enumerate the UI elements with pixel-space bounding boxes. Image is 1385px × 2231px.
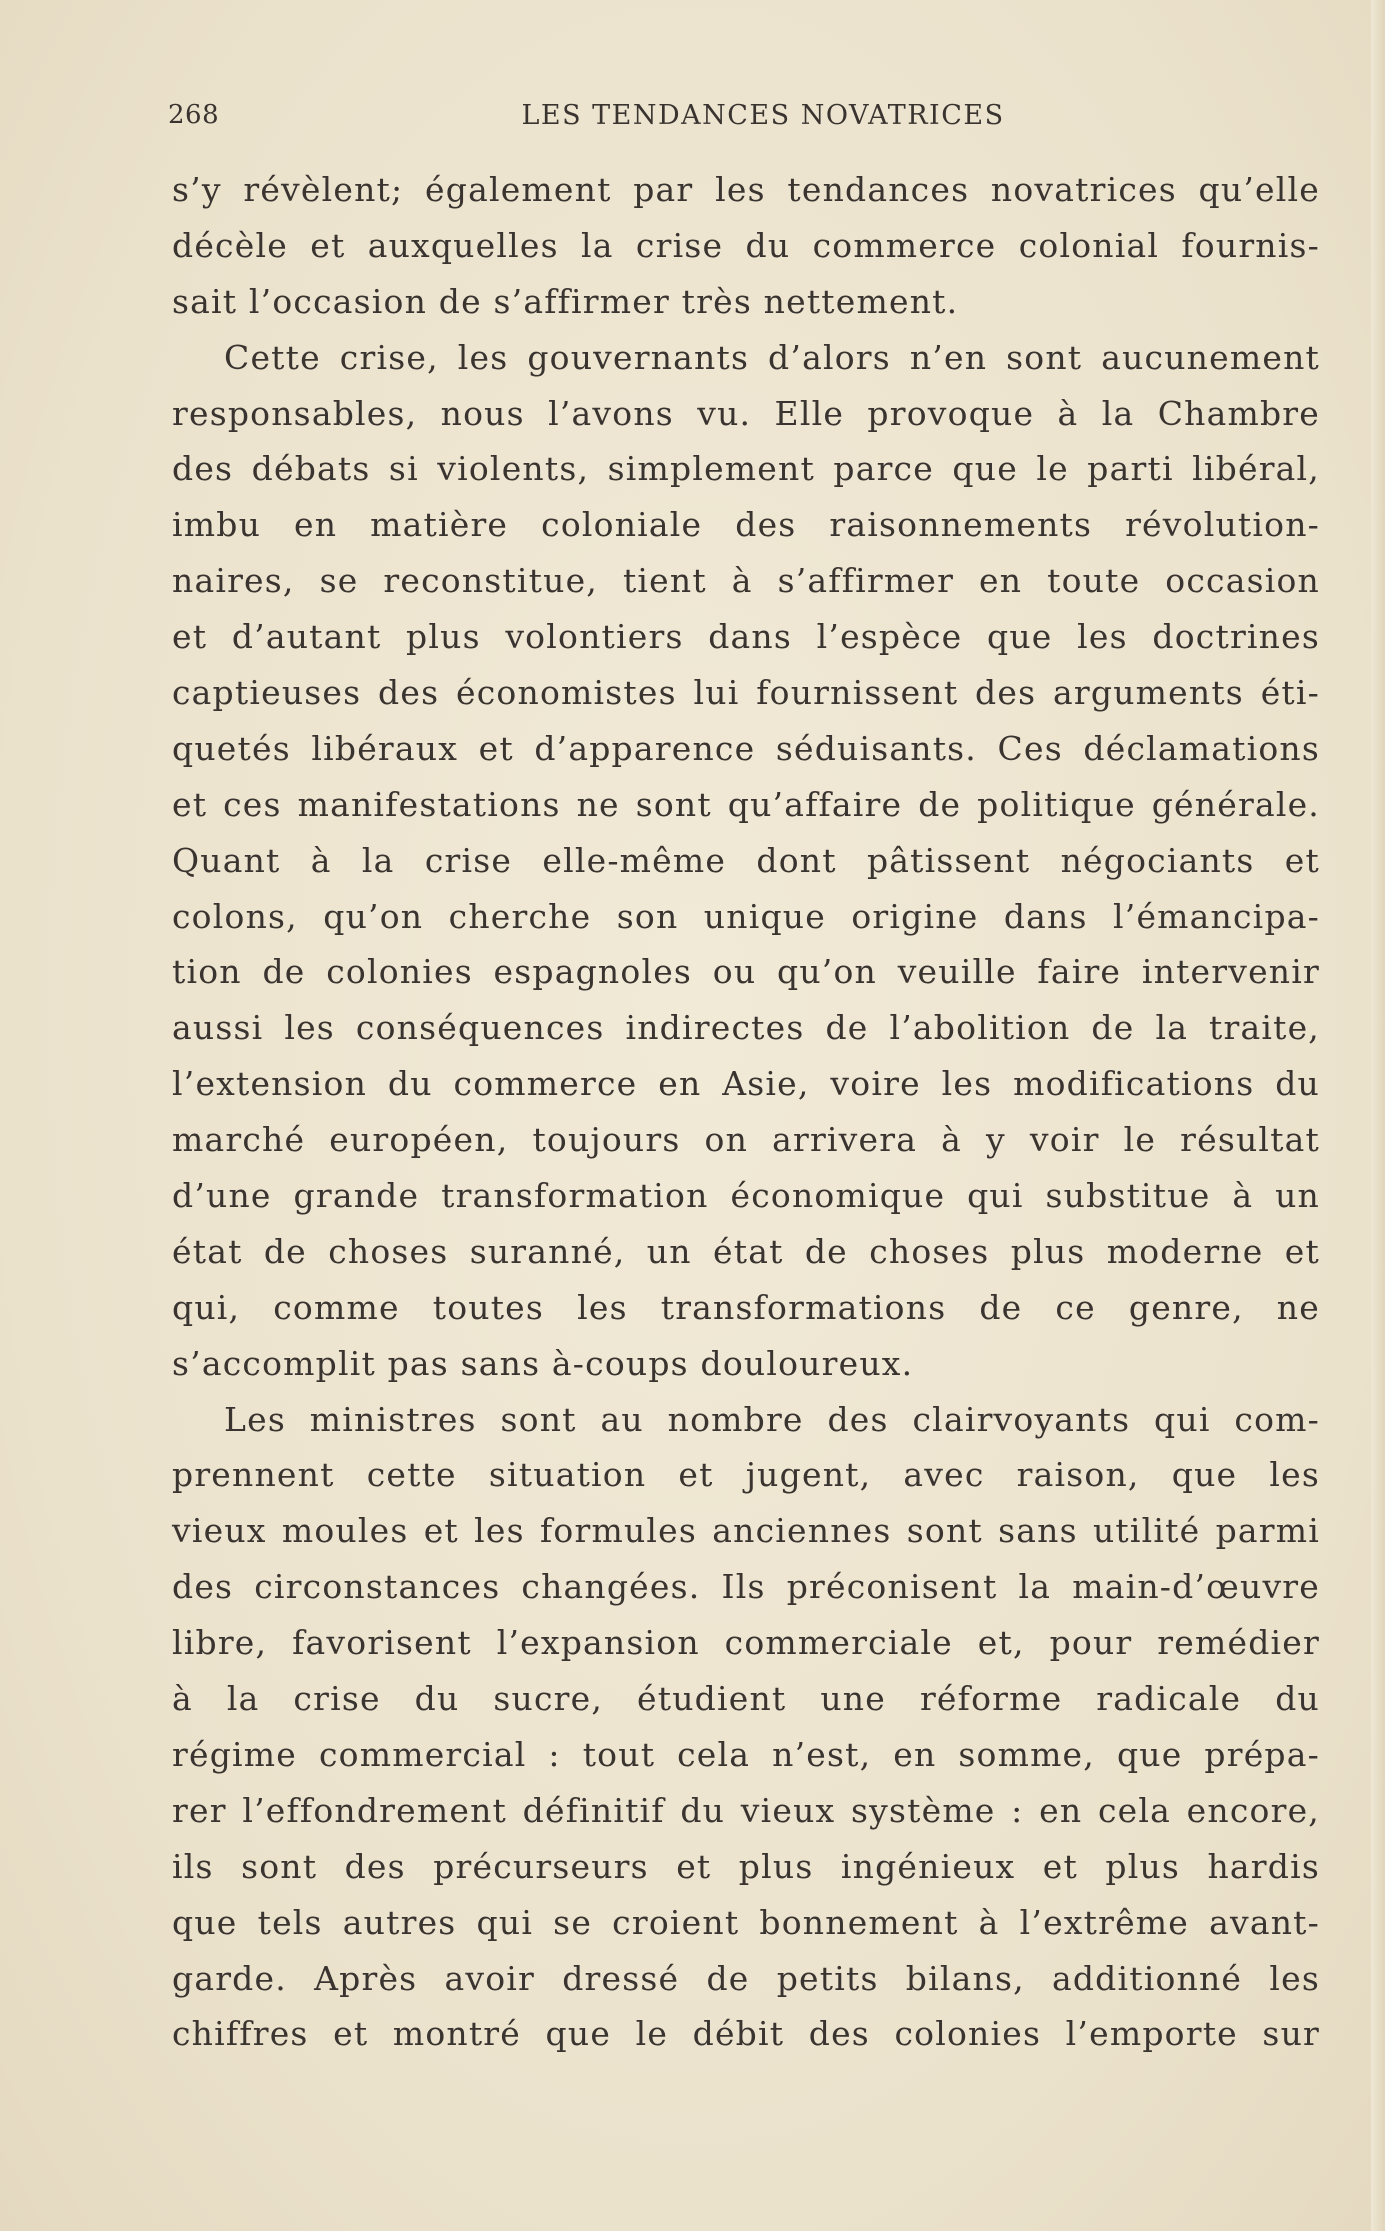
text-line: des débats si violents, simplement parce que le parti libéral, bbox=[172, 449, 1320, 489]
text-line: captieuses des économistes lui fournissent des arguments éti- bbox=[172, 673, 1320, 713]
text-line: état de choses suranné, un état de choses plus moderne et bbox=[172, 1231, 1320, 1271]
text-line: colons, qu’on cherche son unique origine dans l’émancipa- bbox=[172, 896, 1320, 936]
text-line: des circonstances changées. Ils préconisent la main-d’œuvre bbox=[172, 1567, 1320, 1607]
text-line: garde. Après avoir dressé de petits bilans, additionné les bbox=[172, 1958, 1320, 1998]
text-line: d’une grande transformation économique qui substitue à un bbox=[172, 1176, 1320, 1216]
text-line: libre, favorisent l’expansion commerciale et, pour remédier bbox=[172, 1623, 1320, 1663]
running-header bbox=[168, 100, 1318, 140]
text-line: vieux moules et les formules anciennes sont sans utilité parmi bbox=[172, 1511, 1320, 1551]
text-line: sait l’occasion de s’affirmer très nettement. bbox=[172, 281, 959, 321]
text-line: s’y révèlent; également par les tendances novatrices qu’elle bbox=[172, 170, 1320, 209]
text-line: imbu en matière coloniale des raisonnements révolution- bbox=[172, 505, 1320, 545]
paragraph-start-line: Les ministres sont au nombre des clairvoyants qui com- bbox=[224, 1399, 1320, 1439]
text-line: et ces manifestations ne sont qu’affaire de politique générale. bbox=[172, 784, 1320, 824]
text-line: qui, comme toutes les transformations de ce genre, ne bbox=[172, 1287, 1320, 1327]
text-line: marché européen, toujours on arrivera à y voir le résultat bbox=[172, 1120, 1320, 1160]
text-line: l’extension du commerce en Asie, voire les modifications du bbox=[172, 1064, 1320, 1104]
text-line: responsables, nous l’avons vu. Elle provoque à la Chambre bbox=[172, 393, 1320, 433]
text-line: ils sont des précurseurs et plus ingénieux et plus hardis bbox=[172, 1846, 1320, 1886]
paragraph-start-line: Cette crise, les gouvernants d’alors n’en sont aucunement bbox=[224, 337, 1320, 377]
text-line: quetés libéraux et d’apparence séduisants. Ces déclamations bbox=[172, 728, 1320, 768]
page-edge bbox=[1371, 0, 1385, 2231]
text-line: naires, se reconstitue, tient à s’affirmer en toute occasion bbox=[172, 561, 1320, 601]
page-number: 268 bbox=[168, 100, 220, 130]
text-line: régime commercial : tout cela n’est, en somme, que prépa- bbox=[172, 1734, 1320, 1774]
text-line: décèle et auxquelles la crise du commerce colonial fournis- bbox=[172, 225, 1320, 265]
text-line: aussi les conséquences indirectes de l’abolition de la traite, bbox=[172, 1008, 1320, 1048]
text-line: tion de colonies espagnoles ou qu’on veuille faire intervenir bbox=[172, 952, 1320, 992]
body-text bbox=[172, 162, 1320, 2062]
text-line: prennent cette situation et jugent, avec raison, que les bbox=[172, 1455, 1320, 1495]
text-line: s’accomplit pas sans à-coups douloureux. bbox=[172, 1343, 914, 1383]
text-line: chiffres et montré que le débit des colonies l’emporte sur bbox=[172, 2014, 1320, 2054]
text-line: à la crise du sucre, étudient une réforme radicale du bbox=[172, 1679, 1320, 1719]
text-line: Quant à la crise elle-même dont pâtissent négociants et bbox=[172, 840, 1320, 880]
running-title: LES TENDANCES NOVATRICES bbox=[521, 100, 1005, 131]
text-line: que tels autres qui se croient bonnement à l’extrême avant- bbox=[172, 1902, 1320, 1942]
text-line: et d’autant plus volontiers dans l’espèce que les doctrines bbox=[172, 617, 1320, 657]
text-line: rer l’effondrement définitif du vieux système : en cela encore, bbox=[172, 1790, 1320, 1830]
